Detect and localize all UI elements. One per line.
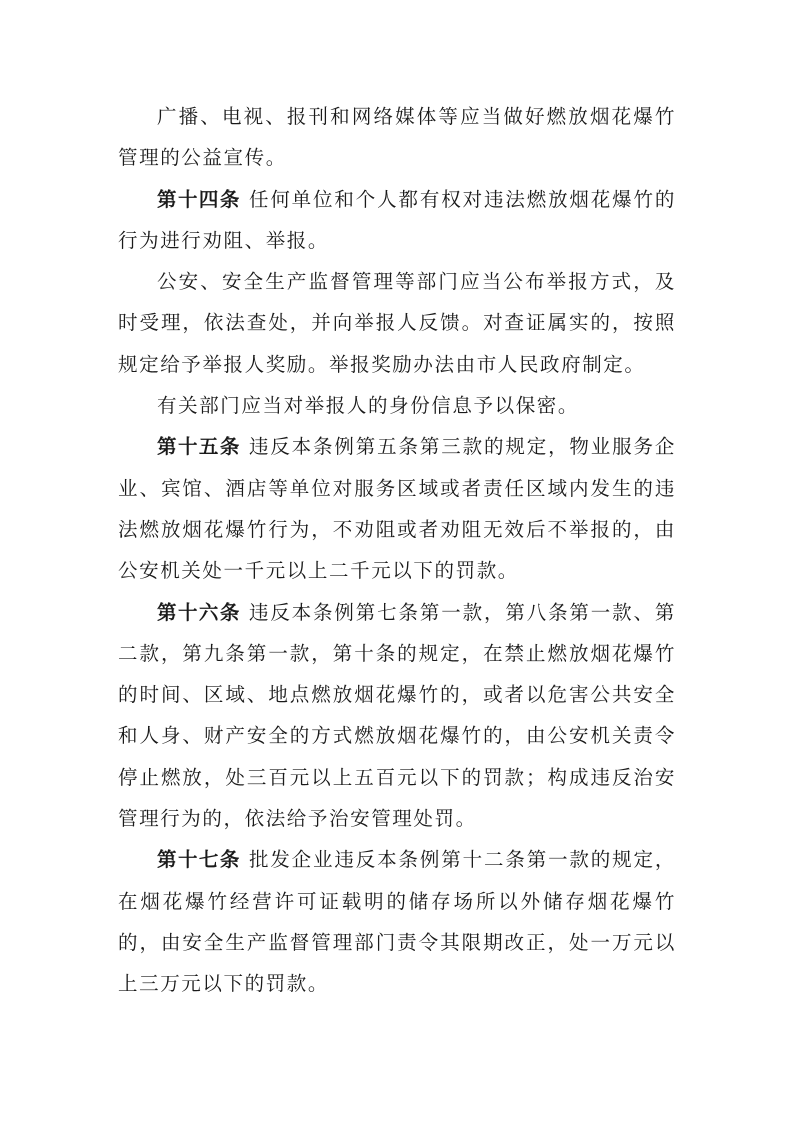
paragraph-text: 有关部门应当对举报人的身份信息予以保密。 [157, 394, 580, 418]
paragraph-text: 广播、电视、报刊和网络媒体等应当做好燃放烟花爆竹管理的公益宣传。 [118, 105, 676, 170]
paragraph-media-publicity [118, 96, 676, 179]
article-number: 第十七条 [157, 848, 241, 872]
document-body [118, 96, 676, 1005]
paragraph-text: 批发企业违反本条例第十二条第一款的规定，在烟花爆竹经营许可证载明的储存场所以外储存烟花爆竹的，由安全生产监督管理部门责令其限期改正，处一万元以上三万元以下的罚款。 [118, 848, 676, 996]
article-number: 第十六条 [157, 600, 241, 624]
paragraph-text: 违反本条例第七条第一款，第八条第一款、第二款，第九条第一款，第十条的规定，在禁止燃放烟花爆竹的时间、区域、地点燃放烟花爆竹的，或者以危害公共安全和人身、财产安全的方式燃放烟花爆竹的，由公安机关责令停止燃放，处三百元以上五百元以下的罚款；构成违反治安管理行为的，依法给予治安管理处罚。 [118, 600, 676, 831]
paragraph-text: 违反本条例第五条第三款的规定，物业服务企业、宾馆、酒店等单位对服务区域或者责任区域内发生的违法燃放烟花爆竹行为，不劝阻或者劝阻无效后不举报的，由公安机关处一千元以上二千元以下的罚款。 [118, 435, 676, 583]
paragraph-article-16 [118, 592, 676, 840]
paragraph-reporting-procedure [118, 261, 676, 385]
paragraph-article-17 [118, 839, 676, 1004]
paragraph-article-14 [118, 179, 676, 262]
paragraph-text: 公安、安全生产监督管理等部门应当公布举报方式，及时受理，依法查处，并向举报人反馈。对查证属实的，按照规定给予举报人奖励。举报奖励办法由市人民政府制定。 [118, 270, 676, 376]
article-number: 第十五条 [157, 435, 241, 459]
paragraph-reporter-confidentiality [118, 385, 676, 426]
paragraph-text: 任何单位和个人都有权对违法燃放烟花爆竹的行为进行劝阻、举报。 [118, 187, 676, 252]
article-number: 第十四条 [157, 187, 241, 211]
paragraph-article-15 [118, 426, 676, 591]
